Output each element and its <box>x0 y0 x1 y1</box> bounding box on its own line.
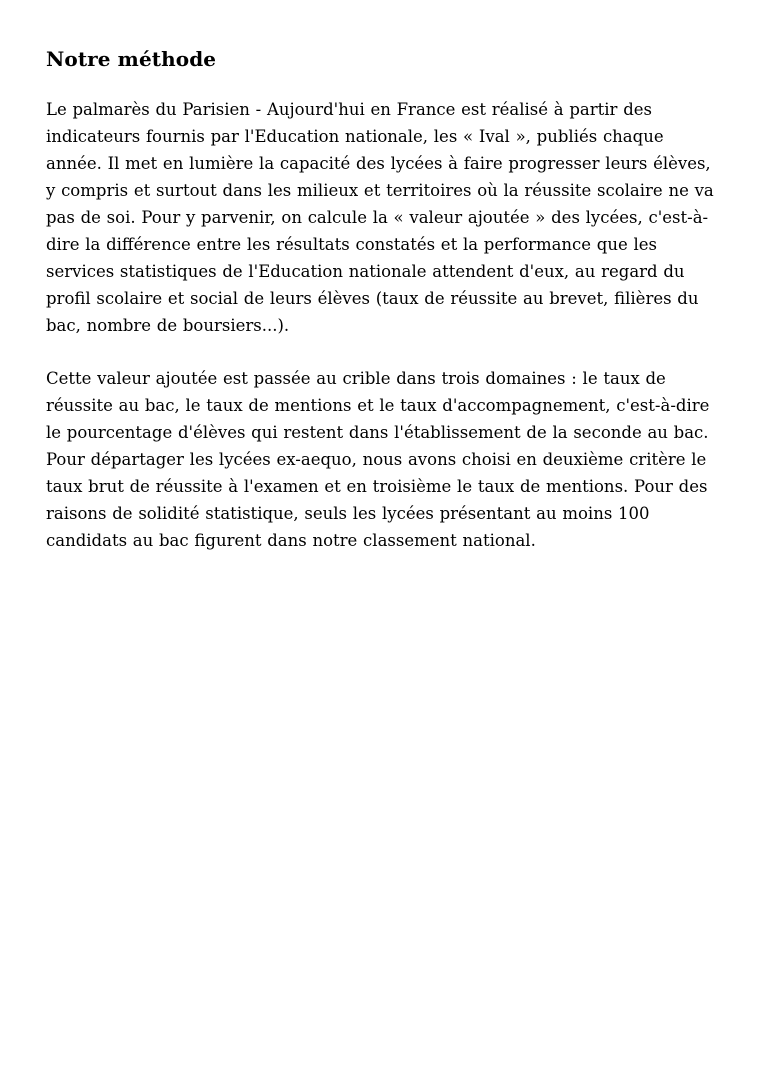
page-title: Notre méthode <box>46 47 217 71</box>
paragraph-method-intro: Le palmarès du Parisien - Aujourd'hui en France est réalisé à partir des indicateurs fournis par l'Education nationale, les « Ival », publiés chaque année. Il met en lumière la capacité des lycées à faire progresser leurs élèves, y compris et surtout dans les milieux et territoires où la réussite scolaire ne va pas de soi. Pour y parvenir, on calcule la « valeur ajoutée » des lycées, c'est-à-dire la différence entre les résultats constatés et la performance que les services statistiques de l'Education nationale attendent d'eux, au regard du profil scolaire et social de leurs élèves (taux de réussite au brevet, filières du bac, nombre de boursiers...). <box>46 100 714 335</box>
paragraph-method-criteria: Cette valeur ajoutée est passée au crible dans trois domaines : le taux de réussite au bac, le taux de mentions et le taux d'accompagnement, c'est-à-dire le pourcentage d'élèves qui restent dans l'établissement de la seconde au bac. Pour départager les lycées ex-aequo, nous avons choisi en deuxième critère le taux brut de réussite à l'examen et en troisième le taux de mentions. Pour des raisons de solidité statistique, seuls les lycées présentant au moins 100 candidats au bac figurent dans notre classement national. <box>46 369 710 550</box>
